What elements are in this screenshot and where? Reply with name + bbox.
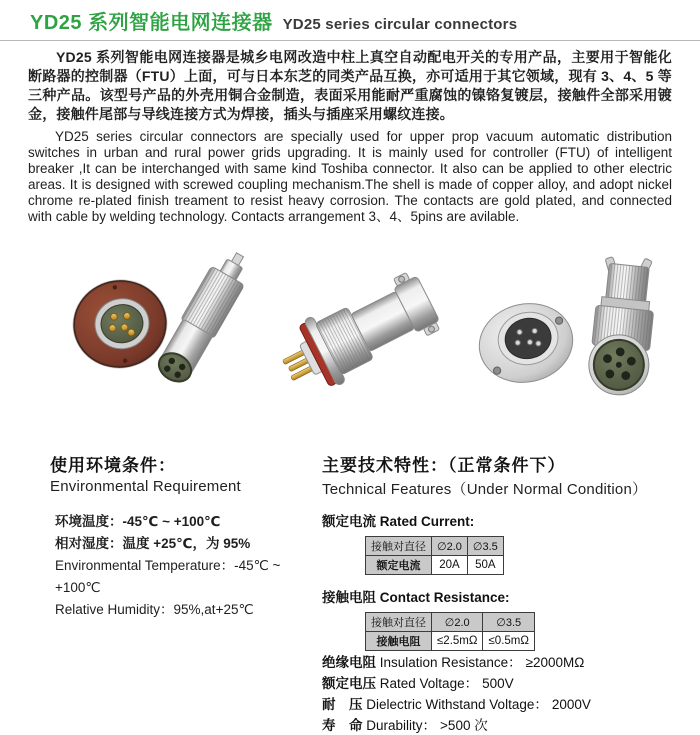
- maroon-flange-receptacle: [68, 275, 171, 373]
- table-cell: ∅3.5: [483, 613, 534, 632]
- header: [0, 0, 700, 35]
- table-row: [366, 632, 535, 651]
- table-cell: ∅3.5: [467, 537, 503, 556]
- insulation-resistance-line: 绝缘电阻 Insulation Resistance： ≥2000MΩ: [322, 655, 585, 670]
- env-item-temperature-en: Environmental Temperature：-45℃ ~ +100℃: [55, 558, 281, 595]
- env-item-temperature-zh: 环境温度：-45℃ ~ +100℃: [55, 514, 221, 529]
- durability-line: 寿 命 Durability： >500 次: [322, 718, 488, 733]
- page-title-zh: YD25 系列智能电网连接器: [30, 12, 273, 34]
- table-cell: 20A: [432, 556, 468, 575]
- tech-heading-en: Technical Features（Under Normal Condition）: [322, 481, 648, 498]
- receptacle-red-gasket: [271, 265, 445, 403]
- table-cell: ≤2.5mΩ: [432, 632, 483, 651]
- contact-resistance-table: [365, 612, 535, 651]
- connector-photo-right: [470, 259, 682, 409]
- technical-features-section: [322, 451, 700, 735]
- env-item-humidity-en: Relative Humidity：95%,at+25℃: [55, 602, 254, 617]
- page-title-en: YD25 series circular connectors: [282, 16, 518, 33]
- intro-paragraph-zh: YD25 系列智能电网连接器是城乡电网改造中柱上真空自动配电开关的专用产品，主要用于智能化断路器的控制器（FTU）上面，可与日本东芝的同类产品互换，亦可适用于其它领域，现有 3、4、5 等三种产品。该型号产品的外壳用铜合金制造，表面采用能耐严重腐蚀的镍铬复镀层，接触件全部采用镀金，接触件尾部与导线连接方式为焊接，插头与插座采用螺纹连接。: [28, 49, 672, 122]
- specifications: [0, 451, 700, 735]
- intro-paragraph-en: YD25 series circular connectors are specially used for upper prop vacuum automatic distribution switches in urban and rural power grids upgrading. It is mainly used for controller (FTU) of intelligent breaker ,It can be interchanged with same kind Toshiba connector. It also can be applied to other electric areas. It is designed with screwed coupling mechanism.The shell is made of copper alloy, and adopt nickel chrome re-plated finish treament to resist heavy corrosion. The contacts are gold plated, and connected with cable by welding technology. Contacts arrangement 3、4、5pins are avilable.: [28, 129, 672, 224]
- table-cell: 接触对直径: [366, 537, 432, 556]
- table-cell: 50A: [467, 556, 503, 575]
- tech-heading-zh: 主要技术特性：（正常条件下）: [322, 456, 566, 475]
- rated-current-label: 额定电流 Rated Current:: [322, 514, 475, 529]
- table-row: [366, 537, 504, 556]
- rated-voltage-line: 额定电压 Rated Voltage： 500V: [322, 676, 514, 691]
- rated-current-table: [365, 536, 504, 575]
- round-flange-receptacle: [472, 295, 580, 391]
- plug-green-5hole: [586, 253, 660, 397]
- env-item-humidity-zh: 相对湿度：温度 +25℃，为 95%: [55, 536, 251, 551]
- env-heading-zh: 使用环境条件：: [50, 456, 176, 475]
- header-divider: [0, 40, 700, 41]
- table-cell: 接触电阻: [366, 632, 432, 651]
- env-heading-en: Environmental Requirement: [50, 478, 241, 495]
- table-cell: 接触对直径: [366, 613, 432, 632]
- connector-photo-middle: [266, 259, 454, 409]
- table-row: [366, 613, 535, 632]
- env-items: [50, 511, 322, 621]
- table-row: [366, 556, 504, 575]
- contact-resistance-label: 接触电阻 Contact Resistance:: [322, 590, 510, 605]
- plug-with-green-insert: [152, 245, 256, 388]
- table-cell: 额定电流: [366, 556, 432, 575]
- environmental-requirement-section: [50, 451, 322, 735]
- connector-photo-left: [50, 249, 250, 419]
- product-photos: [0, 241, 700, 427]
- withstand-voltage-line: 耐 压 Dielectric Withstand Voltage： 2000V: [322, 697, 591, 712]
- table-cell: ∅2.0: [432, 537, 468, 556]
- table-cell: ≤0.5mΩ: [483, 632, 534, 651]
- table-cell: ∅2.0: [432, 613, 483, 632]
